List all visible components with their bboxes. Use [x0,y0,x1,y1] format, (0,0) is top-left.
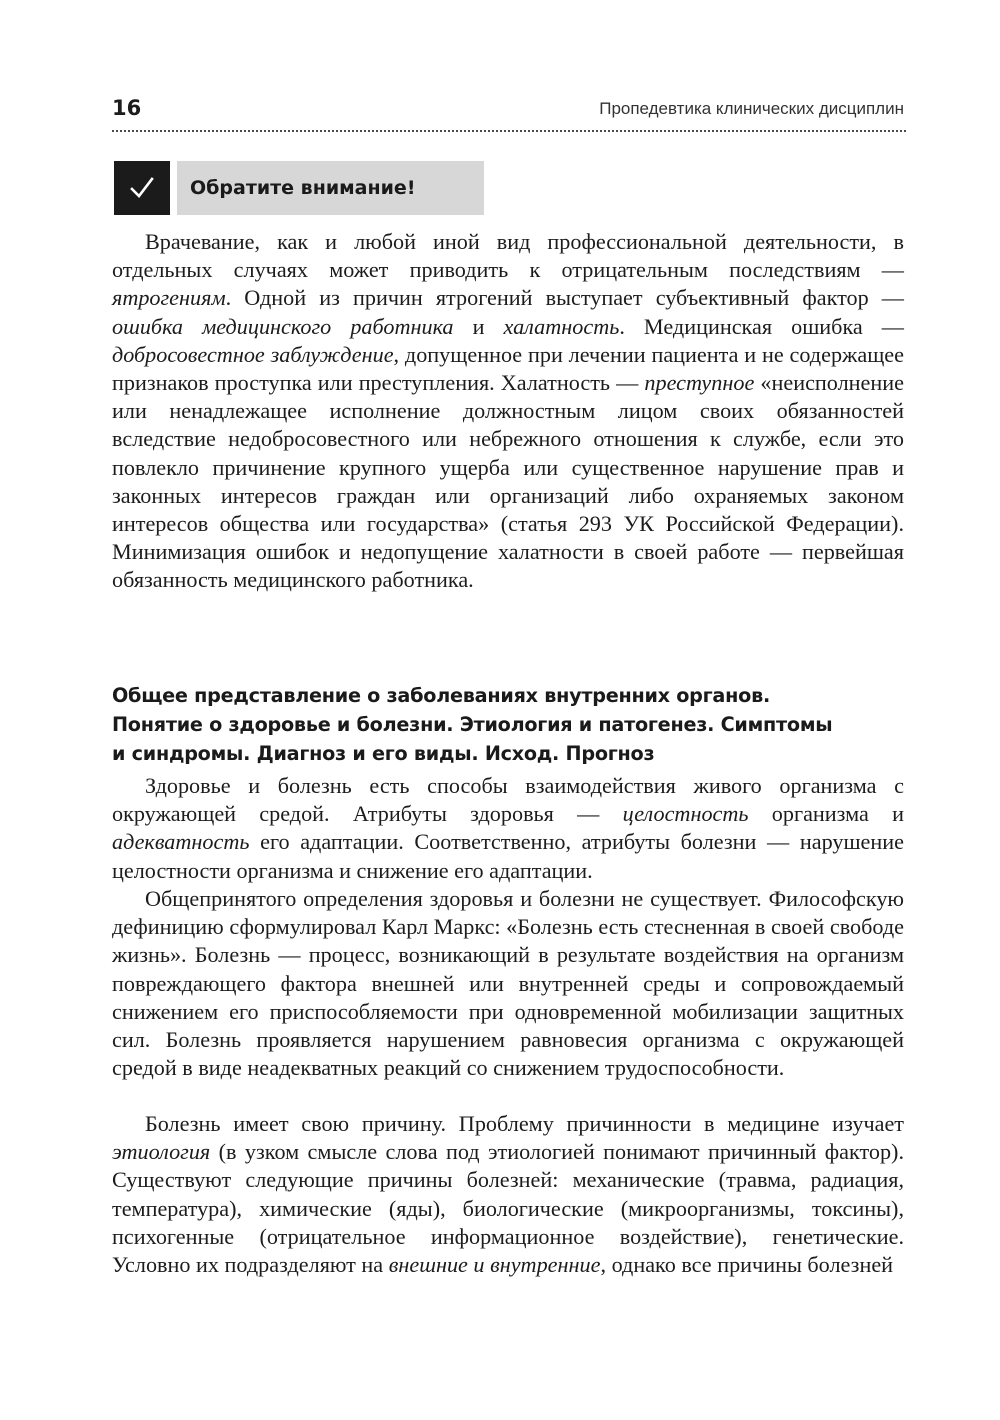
attention-label: Обратите внимание! [177,161,484,215]
heading-line: и синдромы. Диагноз и его виды. Исход. Прогноз [112,742,655,765]
paragraph-etiology: Болезнь имеет свою причину. Проблему причинности в медицине изучает этиология (в узком смысле слова под этиологией понимают причинный фактор). Существуют следующие причины болезней: механические (травма, радиация, температура), химические (яды), биологические (микроорганизмы, токсины), психогенные (отрицательное информационное воздействие), генетические. Условно их подразделяют на внешние и внутренние, однако все причины болезней [112,1111,904,1278]
page-header [112,96,904,128]
section-heading [112,681,912,768]
attention-callout [114,161,484,215]
running-title: Пропедевтика клинических дисциплин [599,99,904,118]
page-number: 16 [112,96,142,120]
paragraph-health-disease: Здоровье и болезнь есть способы взаимодействия живого организма с окружающей средой. Атрибуты здоровья — целостность организма и адекватность его адаптации. Соответственно, атрибуты болезни — нарушение целостности организма и снижение его адаптации. [112,773,904,883]
check-icon [114,161,170,215]
header-divider [112,130,906,132]
paragraph-definition: Общепринятого определения здоровья и болезни не существует. Философскую дефиницию сформулировал Карл Маркс: «Болезнь есть стесненная в своей свободе жизнь». Болезнь — процесс, возникающий в результате воздействия на организм повреждающего фактора внешней или внутренней среды и сопровождаемый снижением его приспособляемости при одновременной мобилизации защитных сил. Болезнь проявляется нарушением равновесия организма с окружающей средой в виде неадекватных реакций со снижением трудоспособности. [112,886,904,1081]
heading-line: Понятие о здоровье и болезни. Этиология и патогенез. Симптомы [112,713,833,736]
heading-line: Общее представление о заболеваниях внутренних органов. [112,684,770,707]
paragraph-iatrogeny: Врачевание, как и любой иной вид профессиональной деятельности, в отдельных случаях может приводить к отрицательным последствиям — ятрогениям. Одной из причин ятрогений выступает субъективный фактор — ошибка медицинского работника и халатность. Медицинская ошибка — добросовестное заблуждение, допущенное при лечении пациента и не содержащее признаков проступка или преступления. Халатность — преступное «неисполнение или ненадлежащее исполнение должностным лицом своих обязанностей вследствие недобросовестного или небрежного отношения к службе, если это повлекло причинение крупного ущерба или существенное нарушение прав и законных интересов граждан или организаций либо охраняемых законом интересов общества или государства» (статья 293 УК Российской Федерации). Минимизация ошибок и недопущение халатности в своей работе — первейшая обязанность медицинского работника. [112,229,904,593]
